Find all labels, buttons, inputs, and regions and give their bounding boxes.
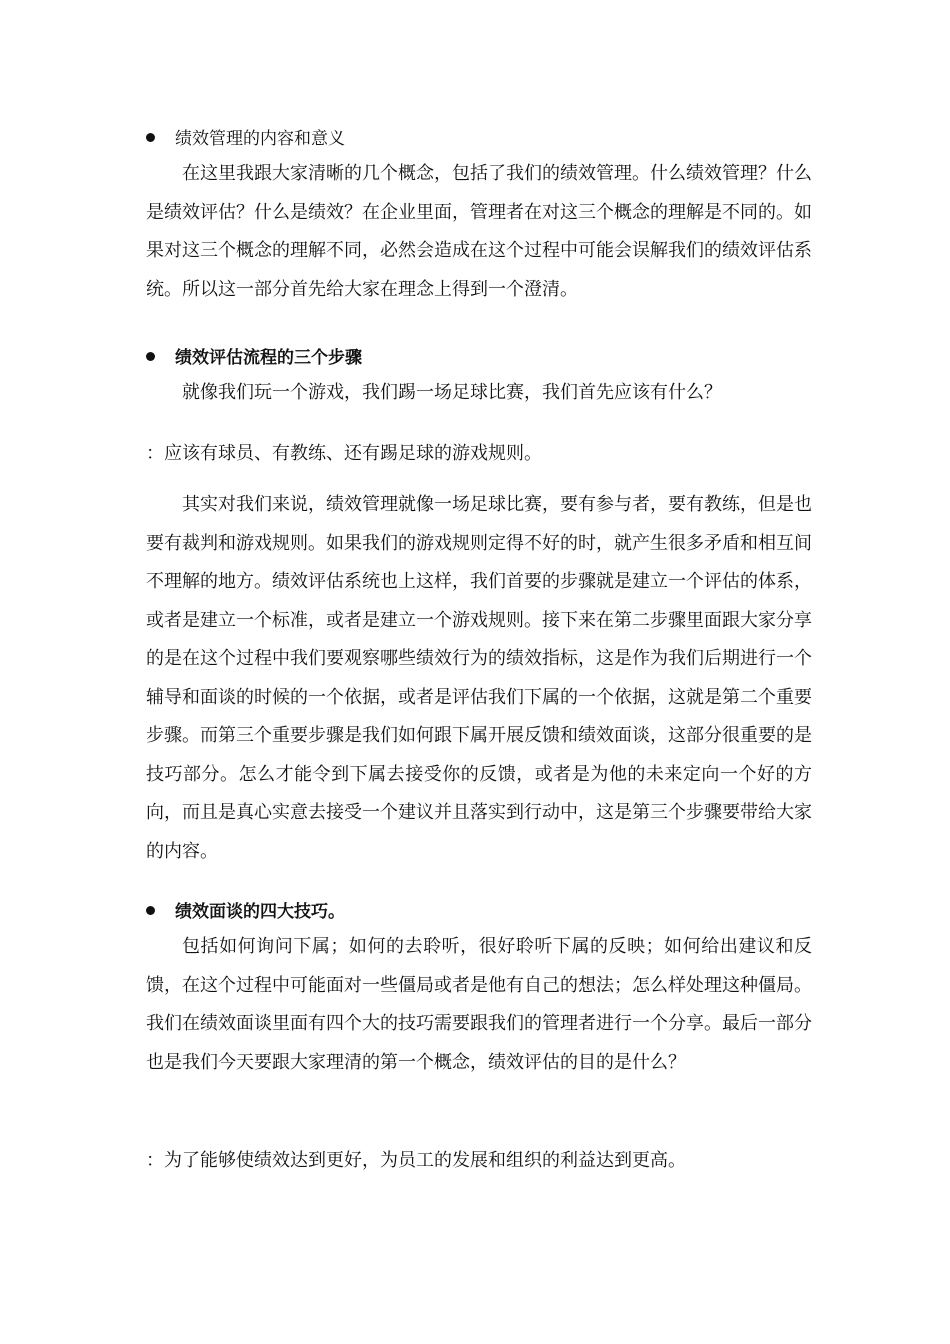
bullet-icon [146, 133, 155, 142]
heading-text: 绩效管理的内容和意义 [175, 129, 345, 149]
answer-football: ：应该有球员、有教练、还有踢足球的游戏规则。 [146, 443, 542, 464]
section-heading-performance-management [146, 124, 826, 154]
section-heading-three-steps [146, 343, 826, 373]
section-heading-four-skills [146, 897, 826, 927]
paragraph-performance-concepts: 在这里我跟大家清晰的几个概念，包括了我们的绩效管理。什么绩效管理？什么是绩效评估？什么是绩效？在企业里面，管理者在对这三个概念的理解是不同的。如果对这三个概念的理解不同，必然会造成在这个过程中可能会误解我们的绩效评估系统。所以这一部分首先给大家在理念上得到一个澄清。 [146, 163, 812, 300]
answer-purpose: ：为了能够使绩效达到更好，为员工的发展和组织的利益达到更高。 [146, 1150, 686, 1171]
paragraph-three-steps: 其实对我们来说，绩效管理就像一场足球比赛，要有参与者，要有教练，但是也要有裁判和游戏规则。如果我们的游戏规则定得不好的时，就产生很多矛盾和相互间不理解的地方。绩效评估系统也上这样，我们首要的步骤就是建立一个评估的体系，或者是建立一个标准，或者是建立一个游戏规则。接下来在第二步骤里面跟大家分享的是在这个过程中我们要观察哪些绩效行为的绩效指标，这是作为我们后期进行一个辅导和面谈的时候的一个依据，或者是评估我们下属的一个依据，这就是第二个重要步骤。而第三个重要步骤是我们如何跟下属开展反馈和绩效面谈，这部分很重要的是技巧部分。怎么才能令到下属去接受你的反馈，或者是为他的未来定向一个好的方向，而且是真心实意去接受一个建议并且落实到行动中，这是第三个步骤要带给大家的内容。 [146, 494, 812, 862]
heading-text: 绩效面谈的四大技巧。 [175, 902, 345, 922]
paragraph-football-question: 就像我们玩一个游戏，我们踢一场足球比赛，我们首先应该有什么？ [182, 382, 722, 403]
heading-text: 绩效评估流程的三个步骤 [175, 348, 362, 368]
bullet-icon [146, 906, 155, 915]
bullet-icon [146, 352, 155, 361]
paragraph-four-skills: 包括如何询问下属；如何的去聆听，很好聆听下属的反映；如何给出建议和反馈，在这个过程中可能面对一些僵局或者是他有自己的想法；怎么样处理这种僵局。我们在绩效面谈里面有四个大的技巧需要跟我们的管理者进行一个分享。最后一部分也是我们今天要跟大家理清的第一个概念，绩效评估的目的是什么？ [146, 936, 812, 1073]
